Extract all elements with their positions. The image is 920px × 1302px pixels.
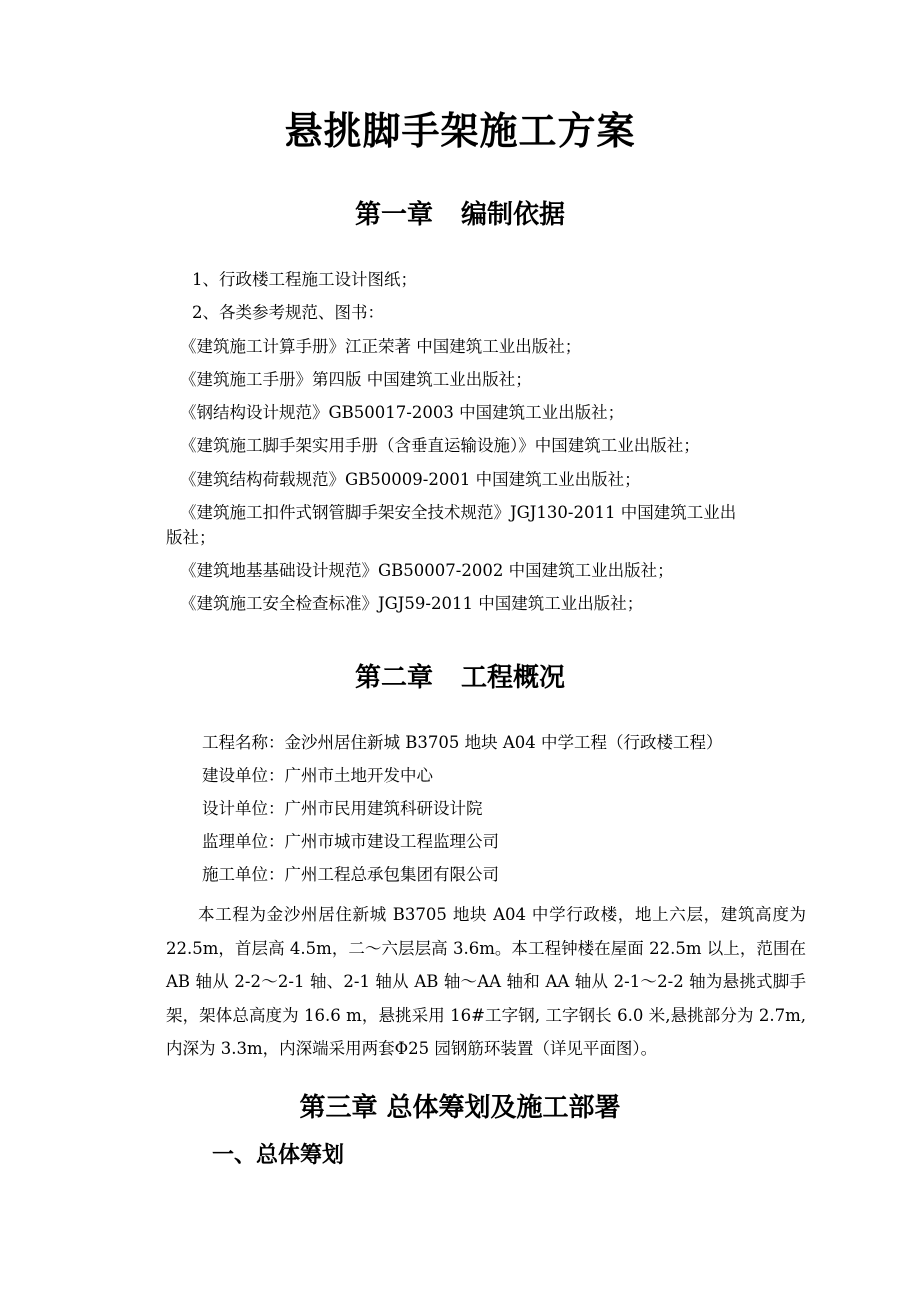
chapter-1-number: 第一章	[354, 200, 433, 230]
chapter-3-number: 第三章	[299, 1093, 378, 1123]
project-info-line: 工程名称：金沙州居住新城 B3705 地块 A04 中学工程（行政楼工程）	[202, 733, 723, 752]
project-description: 本工程为金沙州居住新城 B3705 地块 A04 中学行政楼，地上六层，建筑高度为 22.5m，首层高 4.5m，二～六层层高 3.6m。本工程钟楼在屋面 22.5m 以上，范围在 AB 轴从 2-2～2-1 轴、2-1 轴从 AB 轴～AA 轴和 AA 轴从 2-1～2-2 轴为悬挑式脚手架，架体总高度为 16.6 m，悬挑采用 16#工字钢, 工字钢长 6.0 米,悬挑部分为 2.7m,内深为 3.3m，内深端采用两套Φ25 园钢筋环装置（详见平面图）。	[166, 905, 806, 1059]
project-info-line: 施工单位：广州工程总承包集团有限公司	[202, 865, 499, 884]
chapter-2-heading	[0, 657, 920, 694]
reference-item: 《建筑施工手册》第四版 中国建筑工业出版社；	[180, 370, 532, 389]
project-info-line: 建设单位：广州市土地开发中心	[202, 766, 433, 785]
chapter-2-name: 工程概况	[461, 663, 566, 693]
reference-item-continuation: 版社；	[166, 528, 216, 547]
chapter-2-number: 第二章	[354, 663, 433, 693]
chapter-1-name: 编制依据	[461, 200, 566, 230]
chapter-3-heading	[0, 1087, 920, 1124]
reference-item: 《钢结构设计规范》GB50017-2003 中国建筑工业出版社；	[180, 403, 625, 422]
document-title: 悬挑脚手架施工方案	[284, 108, 636, 153]
reference-item: 《建筑施工计算手册》江正荣著 中国建筑工业出版社；	[180, 337, 582, 356]
reference-item: 2、各类参考规范、图书：	[192, 303, 384, 322]
section-heading: 一、总体筹划	[212, 1142, 345, 1168]
reference-item: 1、行政楼工程施工设计图纸；	[192, 270, 417, 289]
chapter-3-name: 总体筹划及施工部署	[386, 1093, 621, 1123]
reference-item: 《建筑施工扣件式钢管脚手架安全技术规范》JGJ130-2011 中国建筑工业出	[180, 503, 737, 522]
project-info-line: 监理单位：广州市城市建设工程监理公司	[202, 832, 499, 851]
reference-item: 《建筑地基基础设计规范》GB50007-2002 中国建筑工业出版社；	[180, 561, 674, 580]
reference-item: 《建筑施工安全检查标准》JGJ59-2011 中国建筑工业出版社；	[180, 594, 644, 613]
project-info-line: 设计单位：广州市民用建筑科研设计院	[202, 799, 483, 818]
reference-item: 《建筑施工脚手架实用手册（含垂直运输设施）》中国建筑工业出版社；	[180, 436, 700, 455]
chapter-1-heading	[0, 194, 920, 231]
reference-item: 《建筑结构荷载规范》GB50009-2001 中国建筑工业出版社；	[180, 470, 641, 489]
